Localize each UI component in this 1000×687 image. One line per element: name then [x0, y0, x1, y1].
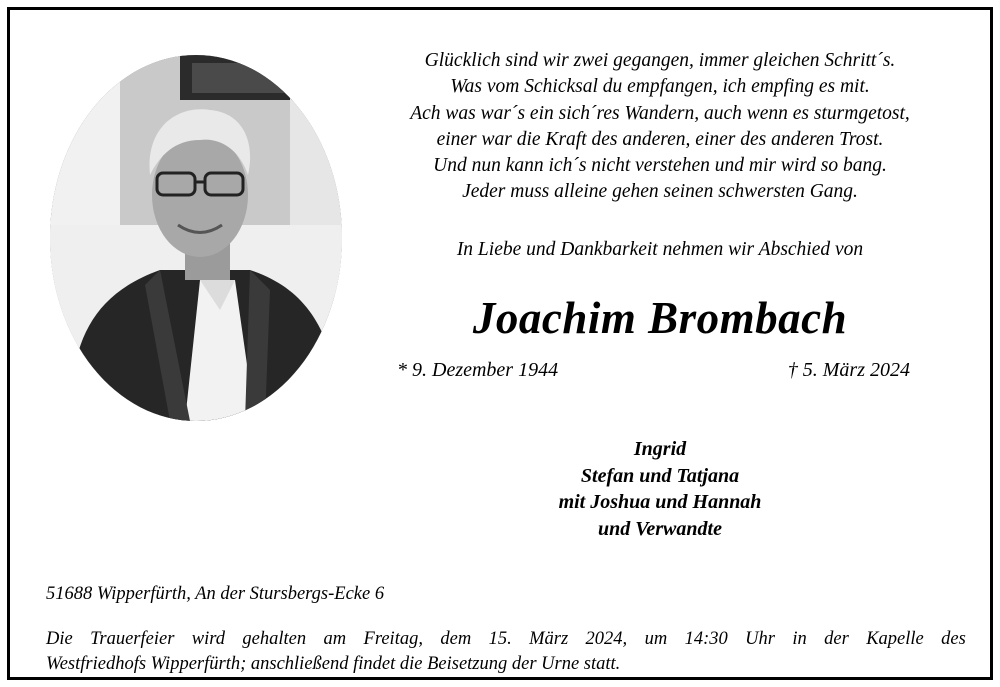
service-word: um	[644, 629, 668, 649]
deceased-name: Joachim Brombach	[472, 293, 848, 343]
service-word: 14:30	[684, 629, 728, 649]
service-info	[46, 627, 966, 677]
service-word: 15.	[488, 629, 512, 649]
farewell-intro: In Liebe und Dankbarkeit nehmen wir Abschied von	[456, 239, 864, 260]
service-word: dem	[440, 629, 472, 649]
family-line: mit Joshua und Hannah	[558, 491, 762, 513]
poem-line: Was vom Schicksal du empfangen, ich empfing es mit.	[450, 76, 870, 98]
family-line: Ingrid	[633, 438, 687, 460]
poem-line: einer war die Kraft des anderen, einer des anderen Trost.	[436, 128, 884, 150]
service-word: Trauerfeier	[90, 629, 175, 649]
obituary-frame	[7, 7, 993, 680]
service-line-1-text	[46, 627, 966, 652]
service-word: des	[941, 629, 966, 649]
service-word: wird	[191, 629, 226, 649]
service-word: gehalten	[242, 629, 307, 649]
address: 51688 Wipperfürth, An der Stursbergs-Ecke 6	[46, 584, 385, 604]
service-word: in	[792, 629, 807, 649]
service-word: am	[323, 629, 347, 649]
portrait-photo	[50, 55, 342, 421]
poem-line: Glücklich sind wir zwei gegangen, immer gleichen Schritt´s.	[424, 50, 896, 71]
poem	[350, 48, 970, 206]
birth-date: * 9. Dezember 1944	[397, 359, 559, 381]
portrait-image	[50, 55, 342, 421]
service-word: Freitag,	[363, 629, 423, 649]
service-line-1	[46, 627, 966, 652]
poem-line: Und nun kann ich´s nicht verstehen und mir wird so bang.	[433, 155, 887, 177]
family-names	[450, 436, 870, 542]
death-date: † 5. März 2024	[787, 359, 910, 381]
family-line: Stefan und Tatjana	[580, 464, 740, 487]
family-line: und Verwandte	[598, 517, 722, 540]
service-word: Die	[46, 629, 73, 649]
service-line-2: Westfriedhofs Wipperfürth; anschließend findet die Beisetzung der Urne statt.	[46, 654, 621, 674]
service-word: der	[824, 629, 849, 649]
service-word: Uhr	[745, 629, 775, 649]
service-word: 2024,	[585, 629, 628, 649]
service-word: März	[529, 629, 569, 649]
poem-line: Ach was war´s ein sich´res Wandern, auch wenn es sturmgetost,	[410, 102, 910, 124]
service-word: Kapelle	[866, 629, 924, 649]
poem-line: Jeder muss alleine gehen seinen schwersten Gang.	[462, 181, 858, 203]
